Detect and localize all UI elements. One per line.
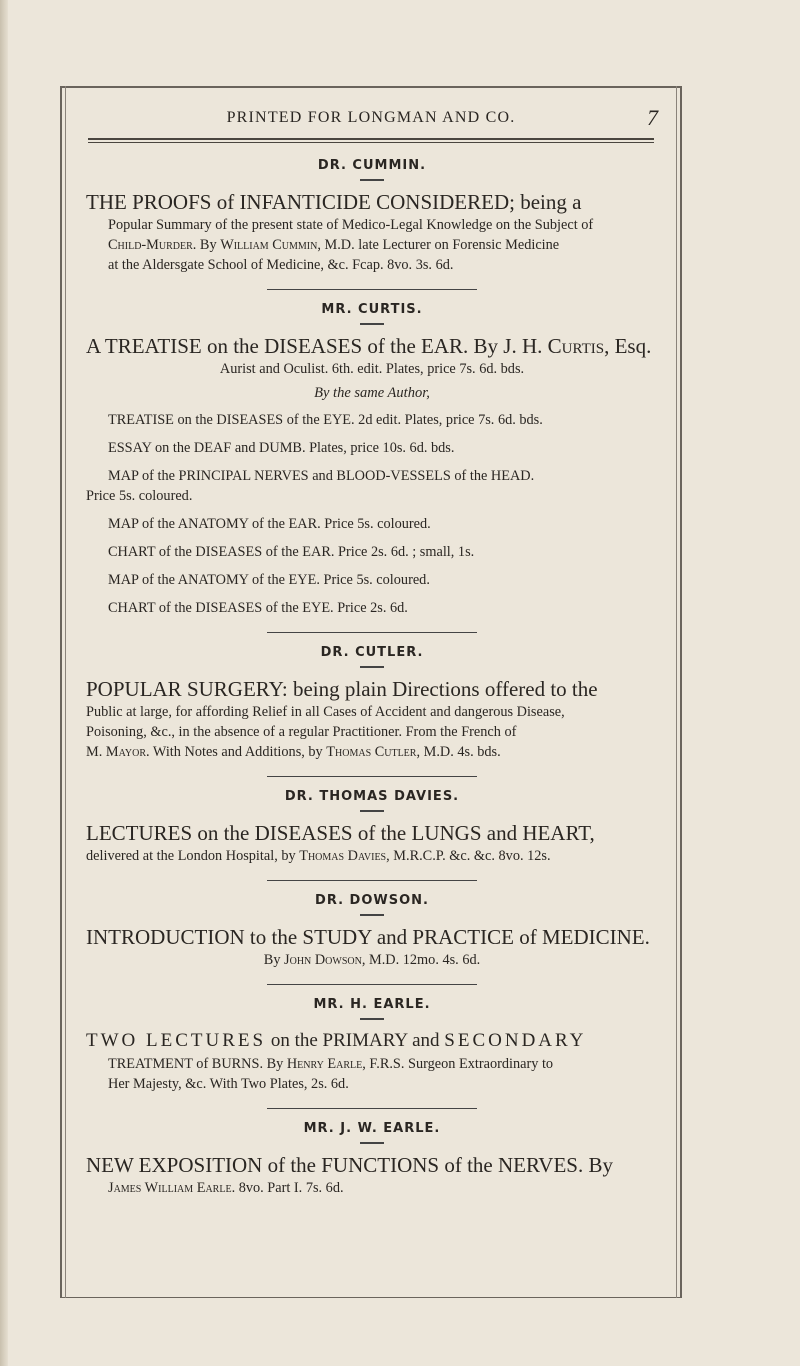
text-span: By [196,237,221,253]
section-divider [267,632,477,633]
description-line: Public at large, for affording Relief in all Cases of Accident and dangerous Disease, [86,704,565,720]
text-span: A TREATISE on the DISEASES of the EAR. By J. H. [86,334,548,358]
section-jw-earle [86,1121,658,1198]
book-title [86,1028,658,1054]
short-rule [360,1142,384,1144]
text-span: 8vo. Part I. 7s. 6d. [235,1180,344,1196]
by-same-author: By the same Author, [314,385,430,401]
description-line [108,1054,658,1074]
list-item: CHART of the DISEASES of the EYE. Price 2s. 6d. [108,600,408,616]
author-name: Curtis [547,334,605,358]
description-line: Poisoning, &c., in the absence of a regular Practitioner. From the French of [86,724,517,740]
section-divider [267,984,477,985]
author-heading: DR. CUTLER. [320,645,424,660]
author-name: Thomas Cutler, [326,744,421,760]
section-cummin [86,158,658,275]
section-divider [267,289,477,290]
text-span: , Esq. [604,334,652,358]
description-line: Her Majesty, &c. With Two Plates, 2s. 6d. [108,1076,349,1092]
running-head-title: PRINTED FOR LONGMAN AND CO. [226,109,516,126]
text-span: POPULAR SURGERY: [86,677,288,701]
text-span: being plain Directions offered to the [287,677,598,701]
section-davies [86,789,658,866]
author-heading: MR. CURTIS. [321,302,423,317]
author-heading: MR. J. W. EARLE. [303,1121,441,1136]
text-span: TREATMENT of BURNS. By [108,1056,287,1072]
section-cutler [86,645,658,762]
short-rule [360,914,384,916]
section-curtis [86,302,658,618]
short-rule [360,810,384,812]
description-line: at the Aldersgate School of Medicine, &c. Fcap. 8vo. 3s. 6d. [108,257,454,273]
section-divider [267,880,477,881]
author-name: James William Earle. [108,1180,236,1196]
author-name: Mayor. [105,744,150,760]
page-border-inner-right [676,86,677,1298]
list-item: TREATISE on the DISEASES of the EYE. 2d edit. Plates, price 7s. 6d. bds. [108,412,543,428]
author-heading: DR. DOWSON. [315,893,429,908]
list-item [86,466,658,506]
text-span: on the PRIMARY and [266,1030,445,1051]
book-title: LECTURES on the DISEASES of the LUNGS and HEART, [86,821,595,845]
smallcaps-text: Child-Murder. [108,237,197,253]
text-span: With Notes and Additions, by [149,744,327,760]
book-description [86,1178,658,1198]
section-divider [267,776,477,777]
author-heading: DR. THOMAS DAVIES. [284,789,460,804]
author-heading: MR. H. EARLE. [313,997,431,1012]
book-title: NEW EXPOSITION of the FUNCTIONS of the NERVES. By [86,1153,613,1177]
page-border-inner-left [65,86,66,1298]
book-description [86,1054,658,1094]
text-span: TWO LECTURES [86,1030,267,1051]
header-rule-thick [88,138,654,140]
description-line [108,235,658,255]
item-line: Price 5s. coloured. [86,488,193,504]
text-span: F.R.S. Surgeon Extraordinary to [365,1056,554,1072]
text-span: M.D. late Lecturer on Forensic Medicine [320,237,560,253]
text-span: M.D. 4s. bds. [420,744,501,760]
text-span: M.R.C.P. &c. &c. 8vo. 12s. [389,848,551,864]
short-rule [360,1018,384,1020]
short-rule [360,666,384,668]
book-description [86,702,658,762]
list-item: MAP of the ANATOMY of the EYE. Price 5s. coloured. [108,572,430,588]
header-rule-thin [88,142,654,143]
description-line [86,742,658,762]
author-name: William Cummin, [220,237,321,253]
page-edge-shadow [0,0,8,1366]
book-title: THE PROOFS of INFANTICIDE CONSIDERED; being a [86,190,582,214]
page-content [86,148,658,1198]
section-divider [267,1108,477,1109]
text-span: delivered at the London Hospital, by [86,848,300,864]
book-description: Aurist and Oculist. 6th. edit. Plates, price 7s. 6d. bds. [219,361,525,377]
text-span: M. [86,744,106,760]
list-item: ESSAY on the DEAF and DUMB. Plates, price 10s. 6d. bds. [108,440,455,456]
item-line: MAP of the PRINCIPAL NERVES and BLOOD-VESSELS of the HEAD. [108,468,535,484]
short-rule [360,323,384,325]
book-description [86,846,658,866]
book-description [86,215,658,275]
book-title [86,676,658,702]
short-rule [360,179,384,181]
page-number: 7 [647,105,658,130]
book-title: INTRODUCTION to the STUDY and PRACTICE of MEDICINE. [86,925,650,949]
list-item: MAP of the ANATOMY of the EAR. Price 5s. coloured. [108,516,431,532]
author-name: John Dowson, [284,952,366,968]
page-border-top [60,86,682,88]
section-h-earle [86,997,658,1094]
author-heading: DR. CUMMIN. [317,158,427,173]
description-line: Popular Summary of the present state of Medico-Legal Knowledge on the Subject of [108,217,594,233]
author-name: Thomas Davies, [299,848,390,864]
running-head [66,107,676,131]
text-span: M.D. 12mo. 4s. 6d. [365,952,481,968]
text-span: By [263,952,285,968]
list-item: CHART of the DISEASES of the EAR. Price 2s. 6d. ; small, 1s. [108,544,475,560]
book-description [86,950,658,970]
book-title [86,333,658,359]
section-dowson [86,893,658,970]
author-name: Henry Earle, [286,1056,366,1072]
text-span: SECONDARY [444,1030,587,1051]
